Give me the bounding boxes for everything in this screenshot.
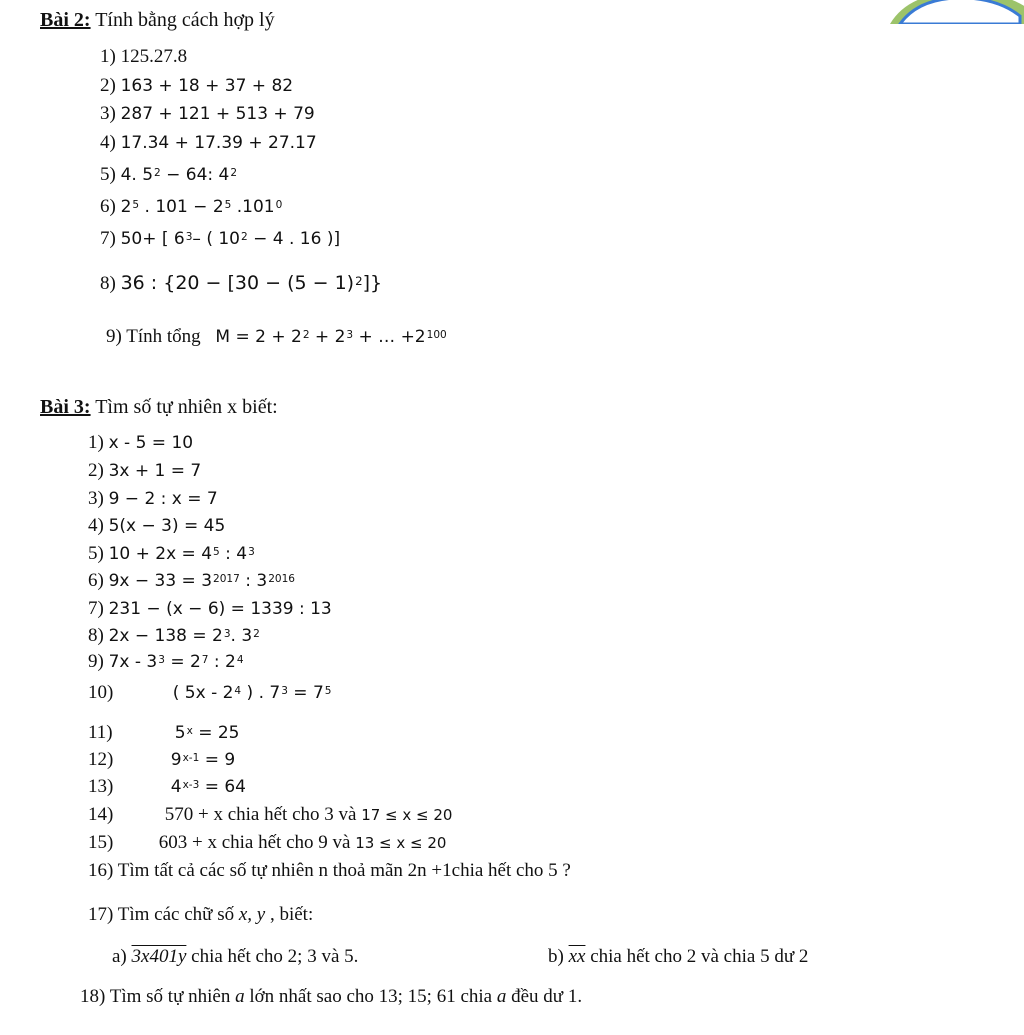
bai3-item-17b: b) $\overline{xx}$ chia hết cho 2 và chia 5 dư 2 [548, 946, 809, 967]
bai3-item-8: 8) $2x - 138 = 2^3$. $3^2$ [88, 625, 260, 646]
item-expression: $2^5$ . $101 - 2^5$ .101$^0$ [120, 197, 283, 217]
bai3-item-2: 2) 3x + 1 = 7 [88, 460, 202, 481]
bai3-item-9: 9) $7x - 3^3 = 2^7$ : $2^4$ [88, 651, 244, 672]
item-number: 8) [100, 273, 116, 294]
item-number: 1) [100, 46, 116, 67]
item-expression: 125.27.8 [120, 46, 188, 67]
bai3-item-12: 12) $9^{x-1} = 9$ [88, 749, 236, 770]
bai3-label: Bài 3: [40, 396, 91, 418]
item-number: 3) [100, 103, 116, 124]
bai3-item-17: 17) Tìm các chữ số x, y , biết: [88, 904, 314, 925]
bai3-item-13: 13) $4^{x-3} = 64$ [88, 776, 246, 797]
bai3-item-6: 6) $9x - 33 = 3^{2017}$ : $3^{2016}$ [88, 570, 295, 591]
item-number: 6) [100, 196, 116, 217]
item-number: 9) [106, 326, 122, 347]
item-number: 5) [100, 164, 116, 185]
bai2-item-9 [106, 326, 447, 348]
corner-decoration [880, 0, 1024, 24]
bai2-label: Bài 2: [40, 9, 91, 31]
item-expression: 50+ [ $6^3-$ ( $10^2 - 4$ . 16 )] [120, 229, 341, 249]
item-expression: 4. $5^2 - 64$: $4^2$ [120, 165, 238, 185]
bai2-item-6 [100, 196, 282, 218]
bai3-item-10: 10) ( $5x - 2^4$ ) . $7^3 = 7^5$ [88, 682, 332, 703]
bai2-item-2 [100, 75, 293, 97]
bai3-heading [40, 395, 278, 419]
bai3-title: Tìm số tự nhiên x biết: [95, 396, 278, 418]
item-expression: $M = 2 + 2^2 + 2^3$ + … $+2^{100}$ [215, 327, 447, 347]
bai2-item-8 [100, 272, 382, 295]
bai3-item-7: 7) 231 − (x − 6) = 1339 : 13 [88, 598, 332, 619]
bai3-item-16: 16) Tìm tất cả các số tự nhiên n thoả mãn 2n +1chia hết cho 5 ? [88, 860, 571, 881]
bai2-item-7 [100, 228, 340, 250]
bai3-item-17a: a) 3x401y chia hết cho 2; 3 và 5. [112, 946, 359, 967]
bai3-item-5: 5) $10 + 2x = 4^5$ : $4^3$ [88, 543, 255, 564]
item-number: 4) [100, 132, 116, 153]
bai2-item-5 [100, 164, 237, 186]
item-number: 7) [100, 228, 116, 249]
bai3-item-18: 18) Tìm số tự nhiên a lớn nhất sao cho 13; 15; 61 chia a đều dư 1. [80, 986, 583, 1007]
bai2-item-1 [100, 46, 187, 68]
item-expression: 163 + 18 + 37 + 82 [120, 76, 294, 96]
item-expression: 17.34 + 17.39 + 27.17 [120, 133, 317, 153]
bai3-item-1: 1) x - 5 = 10 [88, 432, 194, 453]
bai3-item-14: 14) 570 + x chia hết cho 3 và 17 ≤ x ≤ 20 [88, 804, 453, 825]
bai2-item-3 [100, 103, 315, 125]
item-number: 2) [100, 75, 116, 96]
bai3-item-15: 15) 603 + x chia hết cho 9 và 13 ≤ x ≤ 20 [88, 832, 447, 853]
bai3-item-3: 3) 9 − 2 : x = 7 [88, 488, 218, 509]
bai2-item-4 [100, 132, 317, 154]
item-label: Tính tổng [126, 326, 201, 347]
bai2-title: Tính bằng cách hợp lý [95, 9, 275, 31]
item-expression: 287 + 121 + 513 + 79 [120, 104, 315, 124]
bai2-heading [40, 8, 275, 32]
bai3-item-4: 4) 5(x − 3) = 45 [88, 515, 226, 536]
item-expression: 36 : $\{20 - [30 - (5 - 1)^2]\}$ [120, 272, 383, 294]
bai3-item-11: 11) $5^x = 25$ [88, 722, 240, 743]
